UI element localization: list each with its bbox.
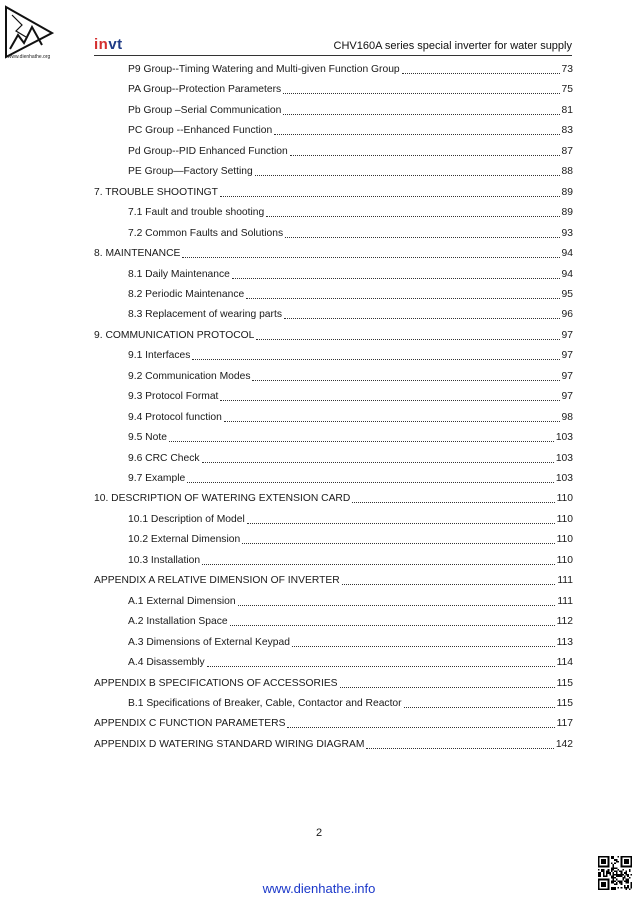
toc-entry-label: 10. DESCRIPTION OF WATERING EXTENSION CARD xyxy=(94,493,351,505)
toc-leader-dots xyxy=(283,82,559,94)
brand-part1: in xyxy=(94,36,109,53)
toc-entry-label: 9.4 Protocol function xyxy=(128,411,222,423)
toc-leader-dots xyxy=(255,164,560,176)
toc-entry-label: APPENDIX A RELATIVE DIMENSION OF INVERTER xyxy=(94,575,340,587)
toc-entry-page: 97 xyxy=(561,370,573,382)
toc-entry-page: 142 xyxy=(555,738,573,750)
toc-leader-dots xyxy=(246,287,559,299)
toc-entry[interactable] xyxy=(94,594,573,610)
toc-entry-label: 7.1 Fault and trouble shooting xyxy=(128,207,265,219)
toc-entry-page: 110 xyxy=(556,554,573,566)
toc-entry-label: A.2 Installation Space xyxy=(128,616,228,628)
toc-leader-dots xyxy=(192,348,559,360)
toc-leader-dots xyxy=(242,532,554,544)
toc-entry[interactable] xyxy=(94,614,573,630)
toc-entry[interactable] xyxy=(94,491,573,507)
toc-entry-page: 89 xyxy=(561,186,573,198)
toc-entry[interactable] xyxy=(94,451,573,467)
toc-entry-label: 9. COMMUNICATION PROTOCOL xyxy=(94,329,255,341)
toc-leader-dots xyxy=(256,328,559,340)
toc-entry-label: APPENDIX B SPECIFICATIONS OF ACCESSORIES xyxy=(94,677,338,689)
toc-entry-page: 89 xyxy=(561,207,573,219)
toc-entry[interactable] xyxy=(94,635,573,651)
toc-entry-page: 97 xyxy=(561,391,573,403)
toc-entry[interactable] xyxy=(94,532,573,548)
toc-entry-page: 103 xyxy=(555,473,573,484)
toc-entry-page: 73 xyxy=(561,64,573,75)
toc-entry-label: A.1 External Dimension xyxy=(128,595,236,607)
toc-entry[interactable] xyxy=(94,328,573,344)
watermark-text: www.dienhathe.org xyxy=(7,54,51,60)
toc-entry[interactable] xyxy=(94,103,573,119)
toc-entry-page: 94 xyxy=(561,268,573,280)
toc-entry-page: 96 xyxy=(561,309,573,321)
toc-leader-dots xyxy=(230,614,555,626)
toc-entry-page: 88 xyxy=(561,166,573,178)
toc-entry-label: 9.2 Communication Modes xyxy=(128,370,251,382)
toc-entry[interactable] xyxy=(94,389,573,405)
toc-leader-dots xyxy=(202,451,554,463)
toc-leader-dots xyxy=(292,635,555,647)
toc-entry[interactable] xyxy=(94,737,573,753)
toc-leader-dots xyxy=(402,62,560,74)
toc-leader-dots xyxy=(266,205,559,217)
toc-leader-dots xyxy=(232,267,560,279)
toc-entry[interactable] xyxy=(94,471,573,487)
toc-entry-page: 87 xyxy=(561,145,573,157)
toc-leader-dots xyxy=(238,594,556,606)
toc-leader-dots xyxy=(224,410,560,422)
toc-entry[interactable] xyxy=(94,655,573,671)
toc-leader-dots xyxy=(207,655,555,667)
toc-entry[interactable] xyxy=(94,287,573,303)
toc-entry-label: 10.3 Installation xyxy=(128,554,201,566)
toc-leader-dots xyxy=(352,491,554,503)
toc-entry[interactable] xyxy=(94,676,573,692)
toc-entry[interactable] xyxy=(94,226,573,242)
toc-leader-dots xyxy=(169,430,554,442)
toc-entry-label: 9.1 Interfaces xyxy=(128,350,191,362)
toc-entry-page: 97 xyxy=(561,329,573,341)
toc-entry-label: Pb Group –Serial Communication xyxy=(128,104,282,116)
toc-entry[interactable] xyxy=(94,410,573,426)
footer-url-link[interactable]: www.dienhathe.info xyxy=(262,881,376,896)
toc-entry-label: PC Group --Enhanced Function xyxy=(128,125,273,137)
toc-entry-page: 110 xyxy=(556,493,573,505)
toc-entry-label: PA Group--Protection Parameters xyxy=(128,84,282,96)
toc-leader-dots xyxy=(220,389,559,401)
toc-entry-label: 8. MAINTENANCE xyxy=(94,248,181,260)
toc-entry-label: 7. TROUBLE SHOOTINGT xyxy=(94,186,218,198)
toc-entry[interactable] xyxy=(94,716,573,732)
toc-leader-dots xyxy=(202,553,554,565)
toc-entry-page: 93 xyxy=(561,227,573,239)
toc-entry-page: 113 xyxy=(556,636,573,648)
toc-entry-label: A.4 Disassembly xyxy=(128,657,205,669)
toc-entry[interactable] xyxy=(94,246,573,262)
toc-entry[interactable] xyxy=(94,267,573,283)
toc-entry-label: 9.6 CRC Check xyxy=(128,452,200,464)
toc-leader-dots xyxy=(285,226,559,238)
toc-entry-page: 114 xyxy=(556,657,573,669)
toc-entry[interactable] xyxy=(94,512,573,528)
toc-entry[interactable] xyxy=(94,123,573,139)
toc-entry[interactable] xyxy=(94,164,573,180)
toc-leader-dots xyxy=(404,696,555,708)
toc-entry-label: P9 Group--Timing Watering and Multi-given Function Group xyxy=(128,64,400,75)
toc-entry-label: Pd Group--PID Enhanced Function xyxy=(128,145,288,157)
toc-leader-dots xyxy=(283,103,559,115)
toc-entry-label: APPENDIX C FUNCTION PARAMETERS xyxy=(94,718,286,730)
toc-leader-dots xyxy=(284,307,560,319)
toc-leader-dots xyxy=(187,471,554,483)
toc-entry[interactable] xyxy=(94,573,573,589)
toc-entry-label: B.1 Specifications of Breaker, Cable, Contactor and Reactor xyxy=(128,697,402,709)
toc-entry[interactable] xyxy=(94,553,573,569)
toc-entry[interactable] xyxy=(94,307,573,323)
header-divider xyxy=(94,55,572,56)
toc-entry-page: 115 xyxy=(556,697,573,709)
toc-entry-page: 110 xyxy=(556,534,573,546)
toc-entry[interactable] xyxy=(94,185,573,201)
page-number: 2 xyxy=(315,827,323,839)
toc-entry[interactable] xyxy=(94,144,573,160)
toc-entry[interactable] xyxy=(94,205,573,221)
brand-part2: vt xyxy=(108,36,123,53)
toc-entry[interactable] xyxy=(94,696,573,712)
toc-entry-page: 75 xyxy=(561,84,573,96)
toc-entry-page: 97 xyxy=(561,350,573,362)
toc-entry[interactable] xyxy=(94,430,573,446)
toc-entry-label: PE Group—Factory Setting xyxy=(128,166,253,178)
toc-leader-dots xyxy=(342,573,556,585)
toc-entry-page: 95 xyxy=(561,288,573,300)
toc-entry-label: 8.3 Replacement of wearing parts xyxy=(128,309,282,321)
toc-entry-page: 111 xyxy=(557,575,573,587)
toc-entry-label: 10.2 External Dimension xyxy=(128,534,241,546)
toc-entry[interactable] xyxy=(94,369,573,385)
qr-code-icon xyxy=(598,856,632,890)
toc-entry[interactable] xyxy=(94,62,573,78)
toc-entry-page: 112 xyxy=(556,616,573,628)
toc-leader-dots xyxy=(274,123,559,135)
toc-entry-page: 94 xyxy=(561,248,573,260)
toc-entry-label: 10.1 Description of Model xyxy=(128,513,245,525)
toc-leader-dots xyxy=(366,737,553,749)
toc-leader-dots xyxy=(340,676,555,688)
toc-entry-page: 111 xyxy=(557,595,573,607)
toc-leader-dots xyxy=(182,246,559,258)
toc-entry-page: 81 xyxy=(561,104,573,116)
toc-entry-page: 110 xyxy=(556,513,573,525)
toc-leader-dots xyxy=(220,185,560,197)
toc-entry-label: 8.1 Daily Maintenance xyxy=(128,268,230,280)
toc-entry[interactable] xyxy=(94,82,573,98)
toc-entry-page: 103 xyxy=(555,432,573,444)
toc-entry-label: 9.3 Protocol Format xyxy=(128,391,219,403)
toc-entry-page: 117 xyxy=(556,718,573,730)
invt-logo xyxy=(94,36,123,53)
toc-entry-label: 9.5 Note xyxy=(128,432,167,444)
toc-leader-dots xyxy=(252,369,559,381)
toc-entry-page: 98 xyxy=(561,411,573,423)
toc-leader-dots xyxy=(247,512,555,524)
toc-entry-label: 7.2 Common Faults and Solutions xyxy=(128,227,284,239)
toc-entry-label: 8.2 Periodic Maintenance xyxy=(128,288,245,300)
toc-entry-label: 9.7 Example xyxy=(128,473,186,484)
header-title: CHV160A series special inverter for water supply xyxy=(333,40,572,52)
toc-leader-dots xyxy=(287,716,554,728)
toc-entry-page: 115 xyxy=(556,677,573,689)
toc-leader-dots xyxy=(290,144,560,156)
toc-entry-page: 83 xyxy=(561,125,573,137)
toc-entry-page: 103 xyxy=(555,452,573,464)
toc-entry-label: A.3 Dimensions of External Keypad xyxy=(128,636,290,648)
toc-entry[interactable] xyxy=(94,348,573,364)
toc-entry-label: APPENDIX D WATERING STANDARD WIRING DIAGRAM xyxy=(94,738,365,750)
